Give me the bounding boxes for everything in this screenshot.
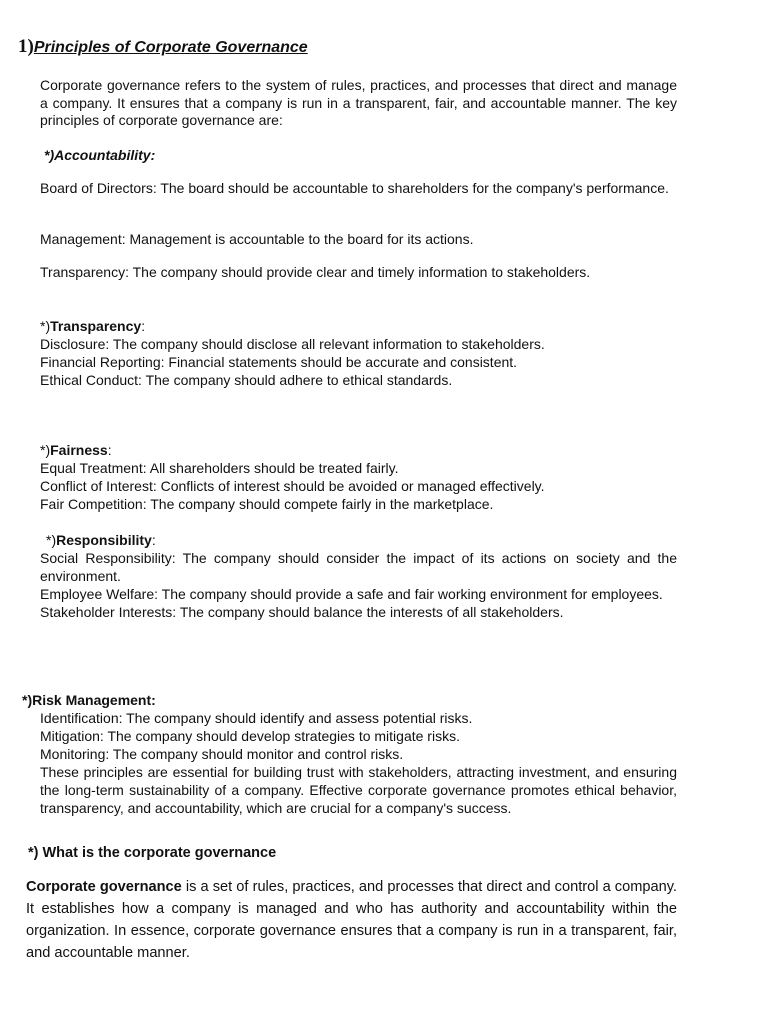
what-is-body: is a set of rules, practices, and processes that direct and control a company. It establishes how a company is managed and who has authority and accountability within the organization. In essence, corporate governance ensures that a company is run in a transparent, fair, and accountable manner.	[26, 879, 677, 961]
fairness-section	[40, 441, 677, 513]
list-item: Financial Reporting: Financial statements should be accurate and consistent.	[40, 354, 518, 370]
list-item: Identification: The company should identify and assess potential risks.	[40, 710, 473, 726]
section-title: Principles of Corporate Governance	[33, 39, 308, 56]
what-is-lead: Corporate governance	[26, 879, 182, 895]
list-item: Conflict of Interest: Conflicts of interest should be avoided or managed effectively.	[40, 478, 545, 494]
risk-section	[40, 709, 677, 817]
conclusion-paragraph: These principles are essential for building trust with stakeholders, attracting investment, and ensuring the long-term sustainability of a company. Effective corporate governance promotes ethical behavior, transparency, and accountability, which are crucial for a company's success.	[40, 764, 677, 816]
accountability-board: Board of Directors: The board should be accountable to shareholders for the company's performance.	[40, 180, 669, 196]
responsibility-heading: *)Responsibility:	[46, 532, 156, 548]
responsibility-section	[40, 531, 677, 621]
accountability-transparency: Transparency: The company should provide clear and timely information to stakeholders.	[40, 264, 591, 280]
section-number: 1)	[18, 36, 34, 57]
list-item: Ethical Conduct: The company should adhere to ethical standards.	[40, 372, 453, 388]
fairness-heading: *)Fairness:	[40, 442, 112, 458]
list-item: Stakeholder Interests: The company should balance the interests of all stakeholders.	[40, 604, 564, 620]
accountability-heading: *)Accountability:	[44, 147, 156, 163]
list-item: Disclosure: The company should disclose all relevant information to stakeholders.	[40, 336, 545, 352]
list-item: Employee Welfare: The company should provide a safe and fair working environment for employees.	[40, 586, 663, 602]
intro-paragraph: Corporate governance refers to the system of rules, practices, and processes that direct and manage a company. It ensures that a company is run in a transparent, fair, and accountable manner. The key principles of corporate governance are:	[40, 77, 677, 128]
list-item: Social Responsibility: The company should consider the impact of its actions on society and the environment.	[40, 550, 677, 584]
what-is-paragraph	[26, 876, 677, 964]
list-item: Monitoring: The company should monitor and control risks.	[40, 746, 404, 762]
what-is-heading: *) What is the corporate governance	[28, 845, 277, 861]
list-item: Mitigation: The company should develop strategies to mitigate risks.	[40, 728, 460, 744]
risk-heading: *)Risk Management:	[22, 692, 156, 708]
transparency-section	[40, 317, 677, 389]
accountability-management: Management: Management is accountable to the board for its actions.	[40, 231, 474, 247]
list-item: Equal Treatment: All shareholders should be treated fairly.	[40, 460, 399, 476]
transparency-heading: *)Transparency:	[40, 318, 146, 334]
section-heading	[18, 36, 308, 59]
list-item: Fair Competition: The company should compete fairly in the marketplace.	[40, 496, 494, 512]
